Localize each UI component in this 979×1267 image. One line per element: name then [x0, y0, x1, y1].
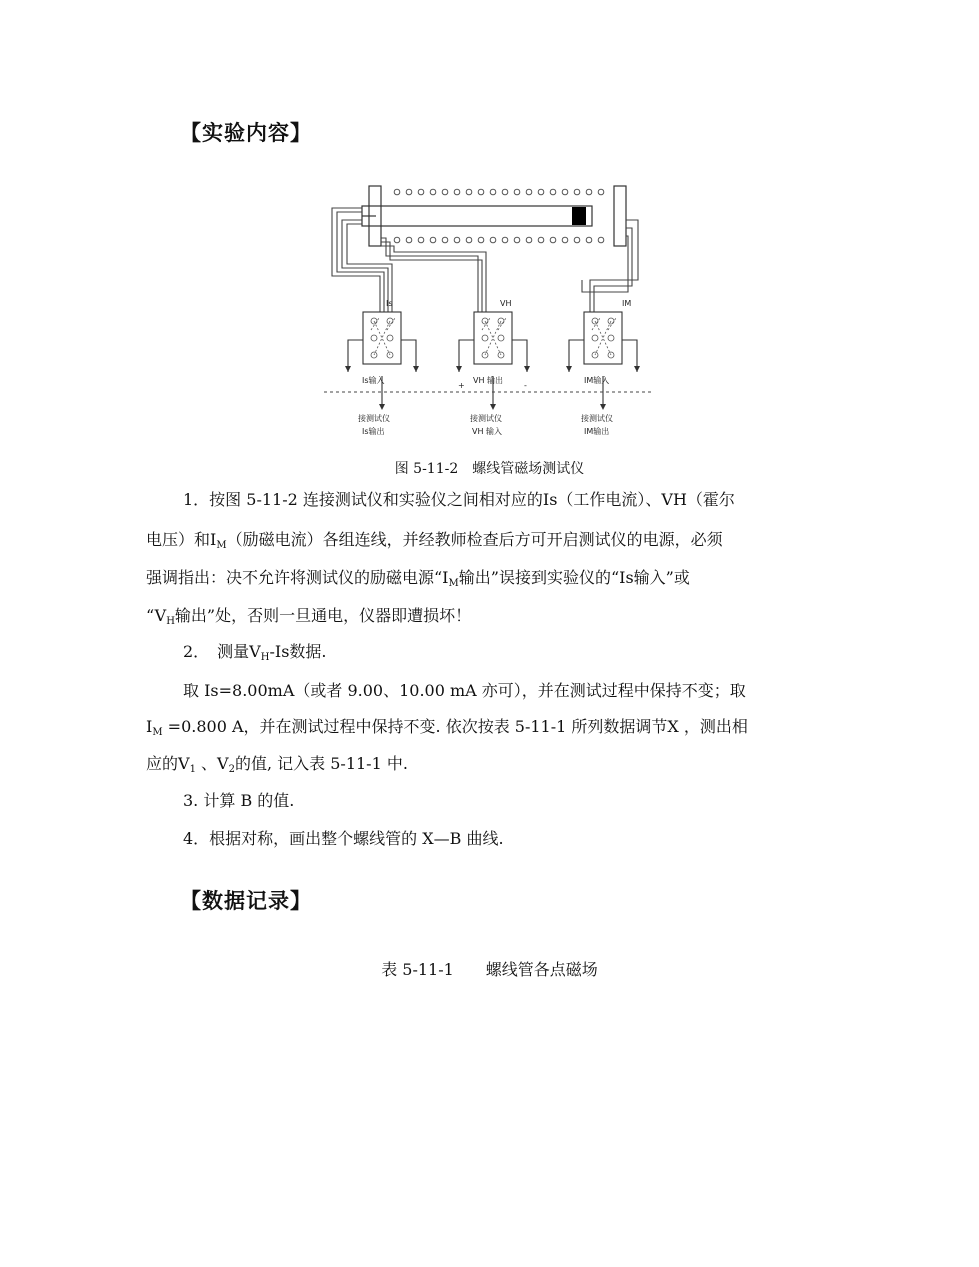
- step2-line4: 应的$V_1$ 、$V_2$的值, 记入表 5-11-1 中.: [146, 754, 408, 775]
- coil-turn: [394, 189, 400, 195]
- solenoid-wiring-diagram: [318, 180, 658, 442]
- label-im-input: IM输入: [584, 376, 610, 385]
- coil-turn: [502, 189, 508, 195]
- coil-turn: [442, 237, 448, 243]
- coil-turn: [406, 189, 412, 195]
- label-vh-output: VH 输出: [473, 376, 504, 385]
- step1-line2: 电压）和$I_M$（励磁电流）各组连线，并经教师检查后方可开启测试仪的电源，必须: [146, 530, 723, 551]
- coil-turn: [502, 237, 508, 243]
- label-dest3-b: IM输出: [584, 427, 610, 436]
- hall-element: [572, 207, 586, 225]
- coil-turn: [430, 189, 436, 195]
- label-vh: VH: [500, 299, 512, 308]
- coil-turn: [562, 189, 568, 195]
- coil-turn: [538, 189, 544, 195]
- coil-turn: [598, 237, 604, 243]
- label-is-input: Is输入: [362, 376, 385, 385]
- coil-turn: [478, 237, 484, 243]
- probe-tube: [362, 206, 592, 226]
- step3: 3. 计算 B 的值.: [183, 791, 295, 810]
- section-title-data-record: 【数据记录】: [180, 889, 312, 913]
- label-is: Is: [386, 299, 393, 308]
- label-dest1-a: 接测试仪: [358, 414, 390, 423]
- is-switch-box: [363, 312, 401, 364]
- coil-turn: [418, 189, 424, 195]
- solenoid-tester-figure: [318, 180, 658, 442]
- coil-turn: [526, 189, 532, 195]
- coil-turn: [418, 237, 424, 243]
- coil-turn: [574, 237, 580, 243]
- coil-turn: [574, 189, 580, 195]
- coil-turn: [538, 237, 544, 243]
- coil-turn: [430, 237, 436, 243]
- step1-line1: 1．按图 5-11-2 连接测试仪和实验仪之间相对应的Is（工作电流）、VH（霍尔: [183, 490, 735, 509]
- label-im: IM: [622, 299, 632, 308]
- figure-caption: 图 5-11-2 螺线管磁场测试仪: [394, 461, 585, 477]
- section-title-experiment-content: 【实验内容】: [180, 121, 312, 145]
- step4: 4．根据对称，画出整个螺线管的 X—B 曲线.: [183, 829, 504, 848]
- coil-turn: [550, 189, 556, 195]
- coil-turn: [394, 237, 400, 243]
- coil-turn: [454, 237, 460, 243]
- step2-line3: $I_M =0.800$ A，并在测试过程中保持不变. 依次按表 5-11-1 所列数据调节X ，测出相: [146, 717, 748, 738]
- coil-turn: [586, 237, 592, 243]
- step1-line4: “$V_H$输出”处，否则一旦通电，仪器即遭损坏！: [146, 606, 472, 627]
- coil-turn: [454, 189, 460, 195]
- coil-turn: [406, 237, 412, 243]
- label-dest3-a: 接测试仪: [581, 414, 613, 423]
- coil-turn: [598, 189, 604, 195]
- label-minus: -: [524, 381, 527, 390]
- coil-turn: [550, 237, 556, 243]
- vh-switch-box: [474, 312, 512, 364]
- coil-turn: [562, 237, 568, 243]
- label-dest2-a: 接测试仪: [470, 414, 502, 423]
- coil-turn: [526, 237, 532, 243]
- label-plus: +: [458, 381, 465, 390]
- label-dest2-b: VH 输入: [472, 427, 503, 436]
- coil-turn: [478, 189, 484, 195]
- step1-line3: 强调指出：决不允许将测试仪的励磁电源“$I_M$输出”误接到实验仪的“Is输入”或: [146, 568, 690, 589]
- im-switch-box: [584, 312, 622, 364]
- table-caption: 表 5-11-1 螺线管各点磁场: [381, 960, 598, 979]
- step2-heading: 2． 测量$V_H-Is$数据.: [183, 642, 327, 663]
- solenoid-right-end-plate: [614, 186, 626, 246]
- coil-turn: [466, 237, 472, 243]
- label-dest1-b: Is输出: [362, 427, 385, 436]
- coil-turn: [586, 189, 592, 195]
- coil-turn: [514, 189, 520, 195]
- coil-turn: [442, 189, 448, 195]
- coil-turn: [466, 189, 472, 195]
- coil-turn: [514, 237, 520, 243]
- coil-turn: [490, 237, 496, 243]
- coil-turn: [490, 189, 496, 195]
- step2-line2: 取 Is=8.00mA（或者 9.00、10.00 mA 亦可），并在测试过程中保持不变；取: [183, 681, 746, 700]
